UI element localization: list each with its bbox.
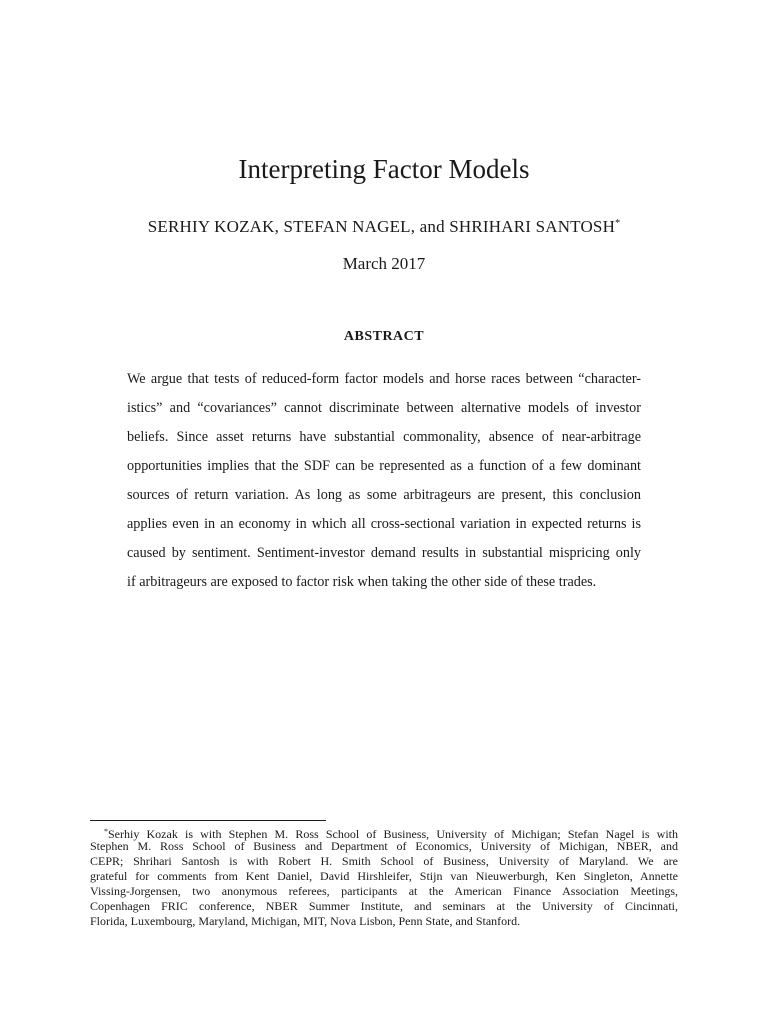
- abstract-line: opportunities implies that the SDF can be represented as a function of a few dominant: [127, 458, 641, 474]
- abstract-body: [127, 365, 641, 597]
- abstract-line: We argue that tests of reduced-form factor models and horse races between “character-: [127, 371, 641, 387]
- footnote-line: Stephen M. Ross School of Business and Department of Economics, University of Michigan, NBER, and: [90, 839, 678, 853]
- paper-date: March 2017: [342, 254, 426, 273]
- footnote-mark: *: [104, 827, 108, 836]
- abstract-line: caused by sentiment. Sentiment-investor demand results in substantial mispricing only: [127, 545, 641, 561]
- abstract-line: istics” and “covariances” cannot discriminate between alternative models of investor: [127, 400, 641, 416]
- footnote-line: Florida, Luxembourg, Maryland, Michigan, MIT, Nova Lisbon, Penn State, and Stanford.: [90, 914, 521, 928]
- footnote-line: [90, 824, 678, 839]
- author-list: [0, 213, 768, 238]
- footnote-line: CEPR; Shrihari Santosh is with Robert H. Smith School of Business, University of Maryland. We are: [90, 854, 678, 868]
- abstract-line: sources of return variation. As long as some arbitrageurs are present, this conclusion: [127, 487, 641, 503]
- abstract-line: beliefs. Since asset returns have substantial commonality, absence of near-arbitrage: [127, 429, 641, 445]
- footnote-line: grateful for comments from Kent Daniel, David Hirshleifer, Stijn van Nieuwerburgh, Ken Singleton, Annette: [90, 869, 678, 883]
- footnote-line-text: Serhiy Kozak is with Stephen M. Ross School of Business, University of Michigan; Stefan Nagel is with: [108, 827, 678, 841]
- footnote-rule: [90, 820, 326, 821]
- paper-title: Interpreting Factor Models: [238, 154, 530, 184]
- abstract-line: applies even in an economy in which all cross-sectional variation in expected returns is: [127, 516, 641, 532]
- footnote-line: Copenhagen FRIC conference, NBER Summer Institute, and seminars at the University of Cincinnati,: [90, 899, 678, 913]
- footnote-line: Vissing-Jorgensen, two anonymous referees, participants at the American Finance Association Meetings,: [90, 884, 678, 898]
- abstract-heading: ABSTRACT: [343, 329, 425, 344]
- author-footnote: [90, 824, 678, 929]
- author-footnote-mark: *: [615, 218, 621, 229]
- abstract-line: if arbitrageurs are exposed to factor risk when taking the other side of these trades.: [127, 574, 597, 590]
- author-names: SERHIY KOZAK, STEFAN NAGEL, and SHRIHARI SANTOSH: [147, 217, 616, 236]
